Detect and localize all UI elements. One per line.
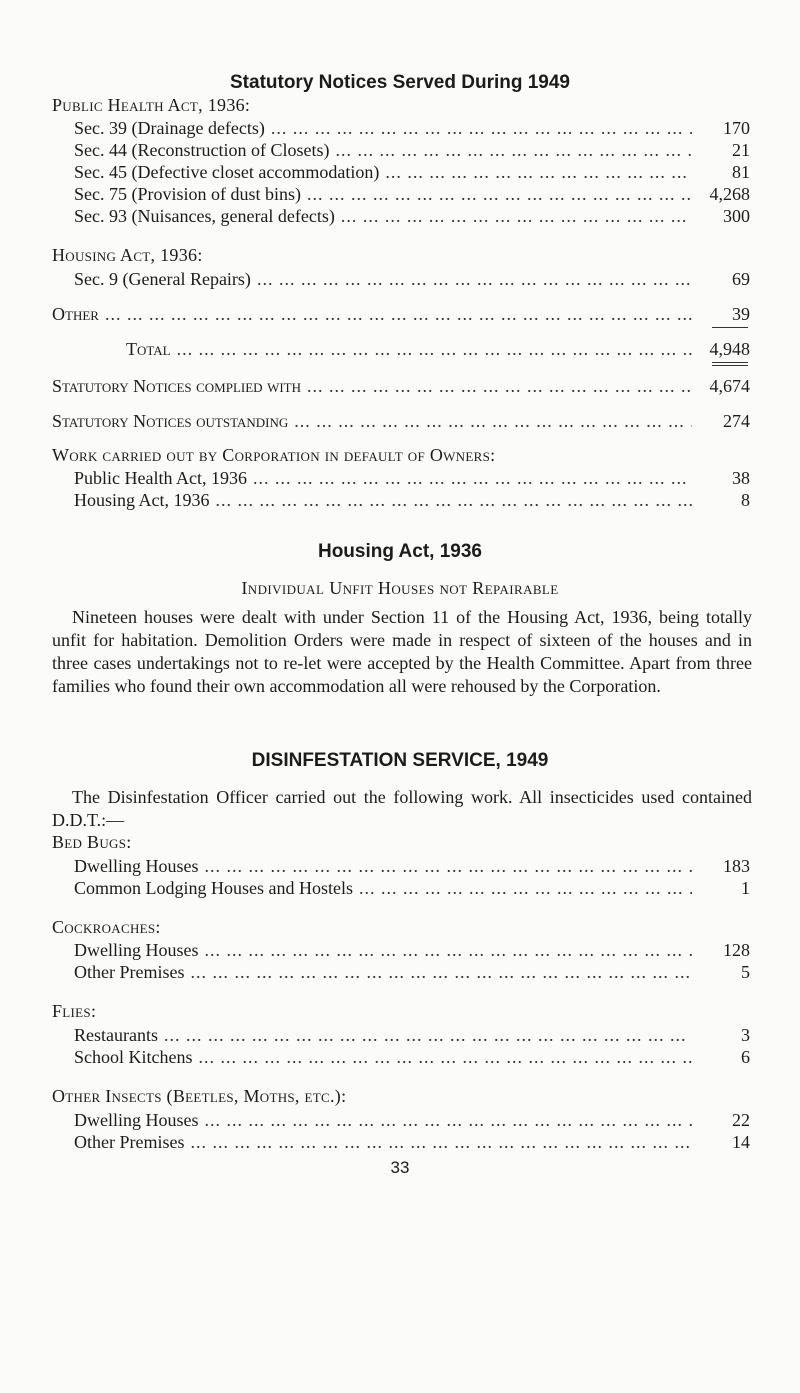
row-value: 183 <box>723 856 750 876</box>
table-row <box>74 205 750 227</box>
table-row <box>74 961 750 983</box>
table-row <box>74 183 750 205</box>
row-value: 21 <box>732 140 750 160</box>
page-number: 33 <box>390 1158 410 1177</box>
row-label: Public Health Act, 1936 <box>74 468 247 488</box>
total-row <box>126 338 750 360</box>
row-label: Dwelling Houses <box>74 940 199 960</box>
row-label: School Kitchens <box>74 1047 193 1067</box>
row-label: Housing Act, 1936 <box>74 490 210 510</box>
row-value: 1 <box>741 878 750 898</box>
row-label: Common Lodging Houses and Hostels <box>74 878 353 898</box>
row-label: Sec. 39 (Drainage defects) <box>74 118 265 138</box>
table-row <box>74 855 750 877</box>
table-row <box>74 1024 750 1046</box>
row-label: Statutory Notices outstanding <box>52 411 289 431</box>
row-value: 4,268 <box>709 184 750 204</box>
flies-heading: Flies: <box>52 1001 97 1021</box>
row-value: 3 <box>741 1025 750 1045</box>
page-title: Statutory Notices Served During 1949 <box>230 72 570 93</box>
table-row <box>74 1046 750 1068</box>
bed-bugs-heading: Bed Bugs: <box>52 832 132 852</box>
housing-act-title: Housing Act, 1936 <box>317 541 482 562</box>
table-row <box>74 1131 750 1153</box>
row-value: 274 <box>723 411 750 431</box>
row-label: Sec. 45 (Defective closet accommodation) <box>74 162 380 182</box>
row-value: 5 <box>741 962 750 982</box>
row-value: 300 <box>723 206 750 226</box>
row-label: Dwelling Houses <box>74 1110 199 1130</box>
row-value: 170 <box>723 118 750 138</box>
other-row <box>52 303 750 325</box>
disinfestation-title: DISINFESTATION SERVICE, 1949 <box>251 750 549 771</box>
row-label: Sec. 9 (General Repairs) <box>74 269 251 289</box>
row-label: Sec. 75 (Provision of dust bins) <box>74 184 301 204</box>
table-row <box>74 139 750 161</box>
table-row <box>74 467 750 489</box>
row-label: Other Premises <box>74 962 185 982</box>
row-value: 38 <box>732 468 750 488</box>
table-row <box>74 939 750 961</box>
cockroaches-heading: Cockroaches: <box>52 917 161 937</box>
other-insects-heading: Other Insects (Beetles, Moths, etc.): <box>52 1086 347 1106</box>
table-row <box>74 117 750 139</box>
complied-row <box>52 375 750 397</box>
table-row <box>74 877 750 899</box>
table-row <box>74 268 750 290</box>
row-label: Sec. 44 (Reconstruction of Closets) <box>74 140 330 160</box>
row-value: 14 <box>732 1132 750 1152</box>
row-label: Other Premises <box>74 1132 185 1152</box>
housing-act-heading: Housing Act, 1936: <box>52 245 203 265</box>
row-value: 6 <box>741 1047 750 1067</box>
table-row <box>74 1109 750 1131</box>
table-row <box>74 489 750 511</box>
housing-paragraph: Nineteen houses were dealt with under Section 11 of the Housing Act, 1936, being totally unfit for habitation. Demolition Orders were made in respect of sixteen of the houses and in three cases undertakings not to re-let were accepted by the Health Committee. Apart from three families who found their own accommodation all were rehoused by the Corporation. <box>52 607 752 696</box>
row-label: Restaurants <box>74 1025 158 1045</box>
row-value: 81 <box>732 162 750 182</box>
disinfestation-paragraph: The Disinfestation Officer carried out the following work. All insecticides used contained D.D.T.:— <box>52 787 752 830</box>
row-value: 128 <box>723 940 750 960</box>
work-default-heading: Work carried out by Corporation in default of Owners: <box>52 445 496 465</box>
subtotal-rule <box>712 327 748 328</box>
row-value: 4,674 <box>709 376 750 396</box>
row-value: 69 <box>732 269 750 289</box>
row-label: Statutory Notices complied with <box>52 376 301 396</box>
row-value: 8 <box>741 490 750 510</box>
public-health-act-heading: Public Health Act, 1936: <box>52 95 251 115</box>
row-label: Total <box>126 339 171 359</box>
row-value: 39 <box>732 304 750 324</box>
row-label: Dwelling Houses <box>74 856 199 876</box>
total-rule <box>712 362 748 366</box>
table-row <box>74 161 750 183</box>
outstanding-row <box>52 410 750 432</box>
row-value: 4,948 <box>709 339 750 359</box>
row-value: 22 <box>732 1110 750 1130</box>
row-label: Other <box>52 304 99 324</box>
row-label: Sec. 93 (Nuisances, general defects) <box>74 206 335 226</box>
individual-unfit-heading: Individual Unfit Houses not Repairable <box>241 578 559 598</box>
